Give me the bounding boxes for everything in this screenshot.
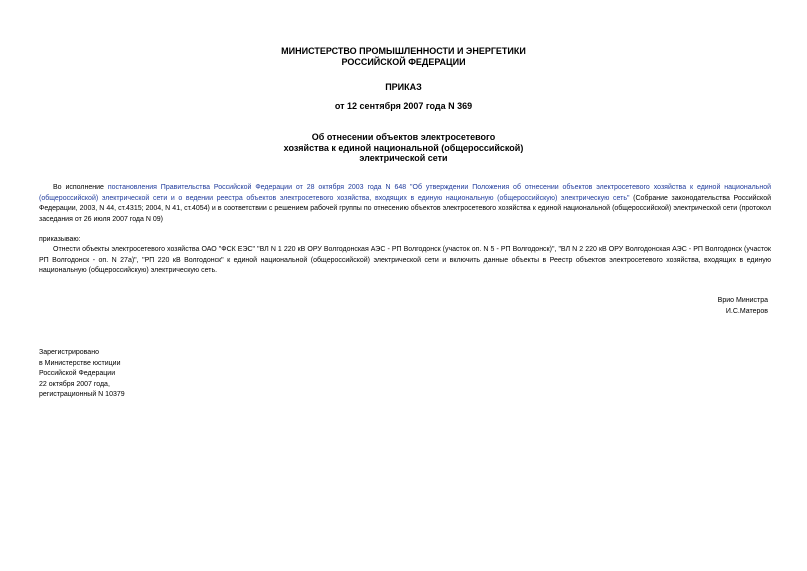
signatory-name: И.С.Матеров [725,307,768,315]
doc-type: ПРИКАЗ [385,82,422,92]
government-decree-link[interactable]: постановления Правительства Российской Федерации от 28 октября 2003 года N 648 "Об утверждении Положения об отнесении объектов электросетевого хозяйства к единой национальной (общероссийской) электрической сети и о ведении реестра объектов электросетевого хозяйства, входящих в единую национальную (общероссийскую) электрическую сеть" [39,184,771,202]
preamble-paragraph [39,183,771,225]
registration-line-3: Российской Федерации [39,370,116,377]
doc-subject [0,132,807,164]
preamble-rest: (Собрание законодательства Российской Федерации, 2003, N 44, ст.4315; 2004, N 41, ст.4054) и в соответствии с решением рабочей группы по отнесению объектов электросетевого хозяйства к единой национальной (общероссийской) электрической сети (протокол заседания от 26 июля 2007 года N 09) [39,194,772,223]
signatory-position: Врио Министра [717,297,768,304]
subject-line-1: Об отнесении объектов электросетевого [311,132,496,142]
subject-line-2: хозяйства к единой национальной (общероссийской) [283,142,524,153]
preamble-lead: Во исполнение [53,184,108,191]
subject-line-3: электрической сети [359,153,448,163]
signature-block [568,296,768,317]
order-paragraph: Отнести объекты электросетевого хозяйства ОАО "ФСК ЕЭС" "ВЛ N 1 220 кВ ОРУ Волгодонская АЭС - РП Волгодонск (участок оп. N 5 - РП Волгодонск)", "ВЛ N 2 220 кВ ОРУ Волгодонская АЭС - РП Волгодонск (участок РП Волгодонск - оп. N 27а)", "РП 220 кВ Волгодонск" к единой национальной (общероссийской) электрической сети и включить данные объекты в Реестр объектов электросетевого хозяйства, входящих в единую национальную (общероссийскую) электрическую сеть. [39,246,771,274]
registration-line-1: Зарегистрировано [39,349,99,356]
ministry-heading [0,46,807,67]
registration-block [39,348,289,401]
ministry-line-1: МИНИСТЕРСТВО ПРОМЫШЛЕННОСТИ И ЭНЕРГЕТИКИ [281,46,526,56]
registration-line-5: регистрационный N 10379 [39,391,125,398]
registration-line-4: 22 октября 2007 года, [39,380,110,388]
date-number: от 12 сентября 2007 года N 369 [334,101,473,111]
ministry-line-2: РОССИЙСКОЙ ФЕДЕРАЦИИ [341,56,466,67]
registration-line-2: в Министерстве юстиции [39,359,121,367]
order-verb: приказываю: [39,236,81,243]
